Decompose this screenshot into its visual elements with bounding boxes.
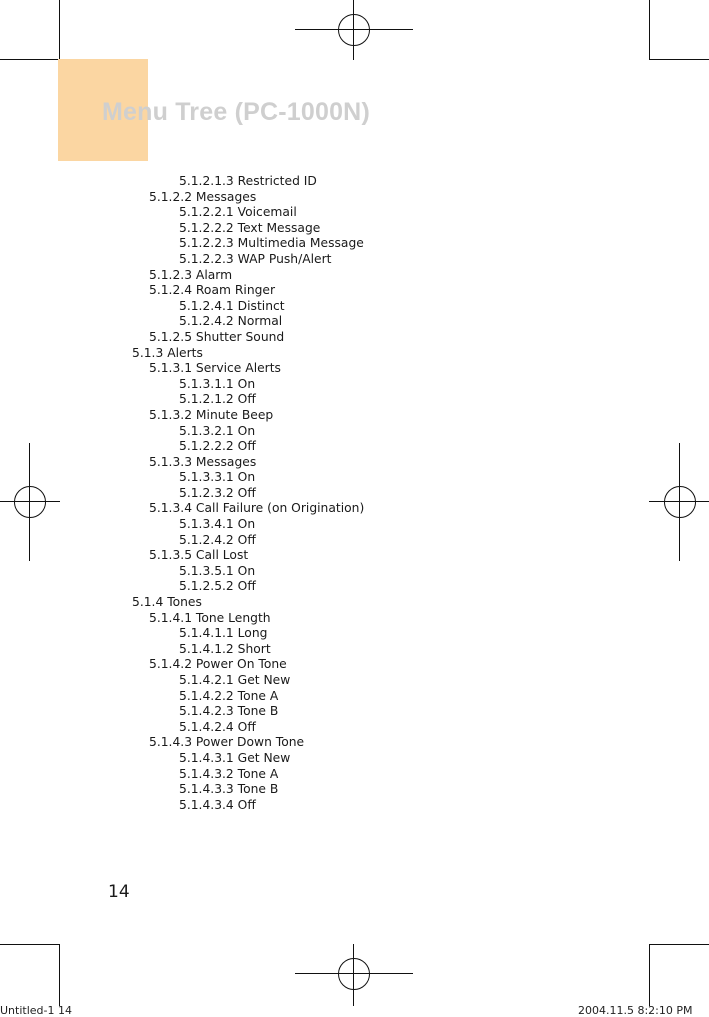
registration-circle [338,14,370,46]
menu-tree-item: 5.1.4.3.1 Get New [179,750,291,765]
crop-mark-top-right-horizontal [649,59,709,60]
menu-tree-item: 5.1.3.5.1 On [179,563,256,578]
crop-mark-bottom-left-vertical [59,944,60,1006]
crop-mark-bottom-right-vertical [649,944,650,1006]
menu-tree-item: 5.1.3.1.1 On [179,376,256,391]
menu-tree-item: 5.1.3.2.1 On [179,423,256,438]
menu-tree-item: 5.1.2.2.3 WAP Push/Alert [179,251,332,266]
crop-mark-top-right-vertical [649,0,650,60]
crop-mark-bottom-right-horizontal [649,944,709,945]
menu-tree-item: 5.1.2.5.2 Off [179,579,256,594]
print-slug-right: 2004.11.5 8:2:10 PM [578,1004,693,1017]
menu-tree-item: 5.1.3 Alerts [132,345,203,360]
menu-tree-item: 5.1.2.4.2 Normal [179,314,283,329]
menu-tree-item: 5.1.4.2.4 Off [179,719,256,734]
menu-tree-item: 5.1.2.2.1 Voicemail [179,205,297,220]
menu-tree-item: 5.1.3.4 Call Failure (on Origination) [149,501,365,516]
menu-tree-item: 5.1.2.1.2 Off [179,392,256,407]
menu-tree-item: 5.1.4 Tones [132,595,202,610]
menu-tree-item: 5.1.2.4 Roam Ringer [149,283,276,298]
menu-tree-item: 5.1.4.2.3 Tone B [179,704,279,719]
menu-tree-item: 5.1.3.2 Minute Beep [149,407,274,422]
menu-tree-item: 5.1.2.4.1 Distinct [179,298,285,313]
menu-tree-item: 5.1.4.1.1 Long [179,626,268,641]
menu-tree-item: 5.1.2.5 Shutter Sound [149,329,285,344]
menu-tree-item: 5.1.4.3 Power Down Tone [149,735,305,750]
menu-tree-item: 5.1.4.2.2 Tone A [179,688,279,703]
page-number: 14 [108,882,130,902]
menu-tree-item: 5.1.4.2 Power On Tone [149,657,287,672]
menu-tree-item: 5.1.4.1.2 Short [179,641,271,656]
page-title: Menu Tree (PC-1000N) [102,98,370,126]
menu-tree-item: 5.1.2.1.3 Restricted ID [179,174,317,188]
menu-tree-item: 5.1.2.2.2 Off [179,439,256,454]
menu-tree-item: 5.1.2.3 Alarm [149,267,233,282]
menu-tree-item: 5.1.3.3.1 On [179,470,256,485]
crop-mark-bottom-left-horizontal [0,944,60,945]
menu-tree-item: 5.1.2.3.2 Off [179,485,256,500]
menu-tree-item: 5.1.3.5 Call Lost [149,548,249,563]
menu-tree-item: 5.1.4.3.4 Off [179,797,256,812]
menu-tree-list [0,174,709,813]
menu-tree-item: 5.1.2.2 Messages [149,189,257,204]
menu-tree-item: 5.1.3.4.1 On [179,517,256,532]
menu-tree-item: 5.1.3.3 Messages [149,454,257,469]
menu-tree-item: 5.1.2.2.2 Text Message [179,220,321,235]
menu-tree-item: 5.1.2.2.3 Multimedia Message [179,236,364,251]
menu-tree-item: 5.1.3.1 Service Alerts [149,361,281,376]
menu-tree-item: 5.1.4.3.2 Tone A [179,766,279,781]
menu-tree-item: 5.1.2.4.2 Off [179,532,256,547]
crop-mark-top-left-vertical [59,0,60,60]
menu-tree-item: 5.1.4.2.1 Get New [179,673,291,687]
registration-circle [338,958,370,990]
crop-mark-top-left-horizontal [0,59,60,60]
menu-tree-item: 5.1.4.1 Tone Length [149,610,271,625]
menu-tree-item: 5.1.4.3.3 Tone B [179,782,279,797]
print-slug-left: Untitled-1 14 [0,1004,72,1017]
